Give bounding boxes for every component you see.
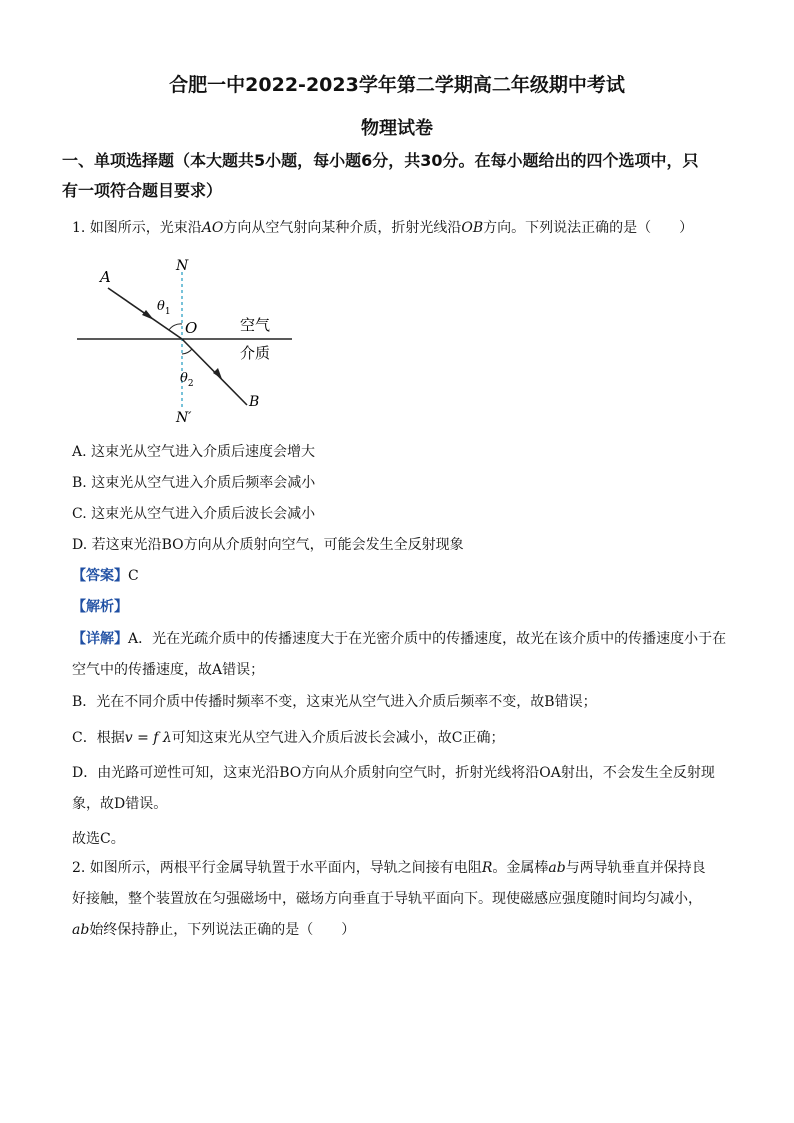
q2-stem-part1: 2. 如图所示，两根平行金属导轨置于水平面内，导轨之间接有电阻 [72, 860, 482, 876]
analysis-tag: 【解析】 [72, 599, 128, 615]
var-ab: ab [548, 860, 566, 876]
var-ab-2: ab [72, 922, 90, 938]
detail-a-text: A．光在光疏介质中的传播速度大于在光密介质中的传播速度，故光在该介质中的传播速度小于在空气中的传播速度，故A错误； [72, 631, 727, 678]
var-ob: OB [461, 220, 484, 236]
section-heading-line1: 一、单项选择题（本大题共5小题，每小题6分，共30分。在每小题给出的四个选项中，只 [62, 151, 699, 170]
q2-stem-line2: 好接触，整个装置放在匀强磁场中，磁场方向垂直于导轨平面向下。现使磁感应强度随时间均匀减小， [72, 891, 702, 907]
label-theta1-sub: 1 [164, 307, 171, 317]
q1-detail-d: D．由光路可逆性可知，这束光沿BO方向从介质射向空气时，折射光线将沿OA射出，不会发生全反射现象，故D错误。 [72, 765, 715, 812]
label-a: A [100, 268, 111, 286]
var-ao: AO [201, 220, 224, 236]
q2-stem-line1 [72, 858, 732, 878]
q1-stem-part1: 1. 如图所示，光束沿 [72, 220, 202, 236]
detail-c-pre: C．根据 [72, 730, 125, 746]
refraction-diagram [72, 252, 292, 432]
label-theta2-sub: 2 [187, 379, 194, 389]
label-theta2-symbol: θ [180, 371, 188, 386]
q2-stem-part2: 。金属棒 [492, 860, 549, 876]
exam-subtitle: 物理试卷 [361, 118, 433, 139]
theta2-arc [182, 349, 192, 354]
q1-detail-a [72, 624, 732, 686]
q1-stem [72, 218, 732, 238]
var-r: R [481, 860, 493, 876]
label-b: B [249, 394, 260, 410]
q2-stem-line3 [72, 920, 732, 940]
q2-stem-part3: 与两导轨垂直并保持良 [565, 860, 706, 876]
label-o: O [185, 319, 198, 337]
detail-tag: 【详解】 [72, 631, 128, 647]
answer-tag: 【答案】 [72, 568, 128, 584]
label-nprime: N′ [176, 410, 192, 426]
q1-detail-b: B．光在不同介质中传播时频率不变，这束光从空气进入介质后频率不变，故B错误； [72, 694, 597, 710]
theta1-arc [169, 324, 182, 330]
label-theta1-symbol: θ [157, 299, 165, 314]
label-n: N [176, 258, 189, 274]
q1-stem-part3: 方向。下列说法正确的是（ ） [483, 220, 694, 236]
section-heading [62, 146, 734, 206]
label-medium: 介质 [240, 344, 271, 362]
answer-value: C [128, 568, 139, 584]
exam-title: 合肥一中2022-2023学年第二学期高二年级期中考试 [169, 74, 625, 96]
q1-option-d: D. 若这束光沿BO方向从介质射向空气，可能会发生全反射现象 [72, 537, 464, 553]
section-heading-line2: 有一项符合题目要求） [62, 181, 223, 200]
detail-c-post: 可知这束光从空气进入介质后波长会减小，故C正确； [171, 730, 505, 746]
q1-option-c: C. 这束光从空气进入介质后波长会减小 [72, 506, 316, 522]
q1-analysis-tag [72, 597, 732, 617]
q1-stem-part2: 方向从空气射向某种介质，折射光线沿 [223, 220, 462, 236]
label-theta1 [157, 299, 171, 317]
incident-arrow-icon [142, 310, 154, 320]
q1-answer [72, 566, 732, 586]
wave-formula: v = f λ [124, 730, 172, 746]
refracted-arrow-icon [213, 368, 222, 379]
q1-conclusion: 故选C。 [72, 831, 125, 847]
label-air: 空气 [240, 316, 271, 334]
q2-stem-part4: 始终保持静止，下列说法正确的是（ ） [89, 922, 356, 938]
q1-option-b: B. 这束光从空气进入介质后频率会减小 [72, 475, 316, 491]
q1-detail-c [72, 728, 732, 748]
q1-option-a: A. 这束光从空气进入介质后速度会增大 [72, 444, 316, 460]
